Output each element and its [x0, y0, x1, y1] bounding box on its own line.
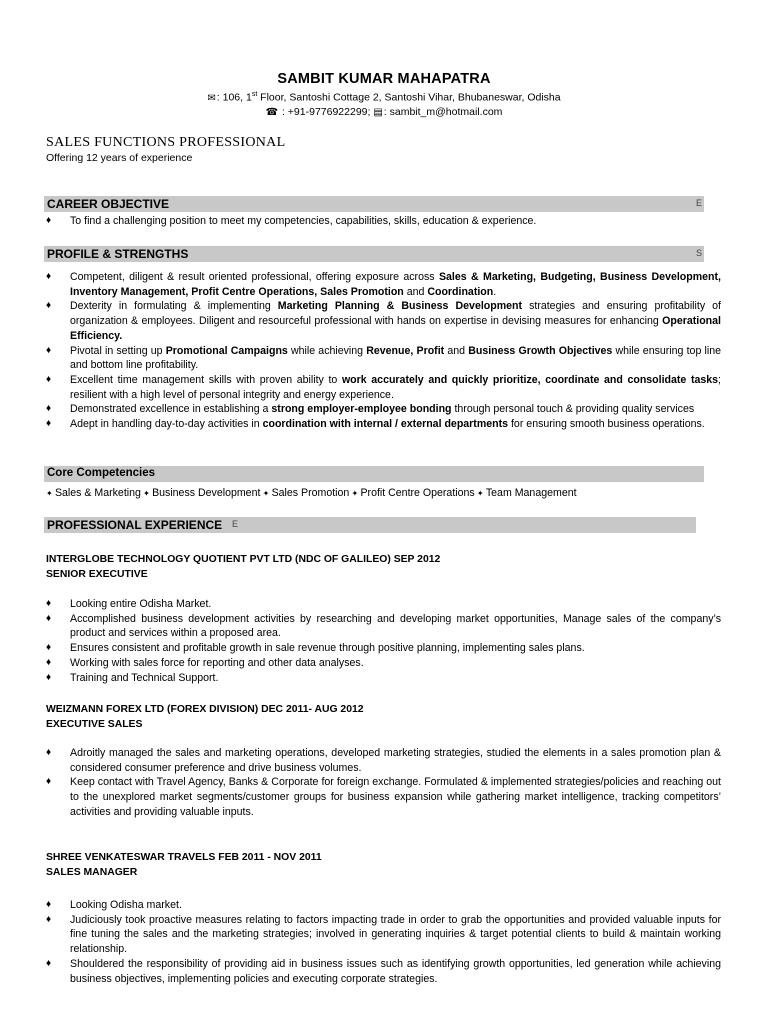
list-item — [46, 373, 721, 402]
diamond-bullet-icon: ♦ — [46, 215, 52, 226]
diamond-bullet-icon: ♦ — [46, 300, 52, 312]
heading-mark: S — [695, 248, 702, 258]
list-item-text: Competent, diligent & result oriented professional, offering exposure across — [70, 271, 439, 283]
candidate-name: SAMBIT KUMAR MAHAPATRA — [277, 71, 491, 87]
list-item — [46, 746, 721, 775]
list-item — [46, 671, 721, 686]
career-objective-heading-bar — [44, 196, 704, 212]
job-1-header — [46, 552, 440, 582]
list-item-text: Ensures consistent and profitable growth in sale revenue through positive planning, implementing sales plans. — [70, 642, 585, 655]
emphasis-text: Coordination — [427, 285, 494, 298]
emphasis-text: Revenue, Profit — [366, 344, 445, 357]
job-company: INTERGLOBE TECHNOLOGY QUOTIENT PVT LTD (NDC OF GALILEO) SEP 2012 — [46, 554, 441, 565]
diamond-bullet-icon: ♦ — [46, 747, 52, 758]
list-item — [46, 656, 721, 671]
emphasis-text: Business Growth Objectives — [468, 344, 613, 357]
list-item — [46, 299, 721, 343]
envelope-icon: ✉ — [207, 92, 216, 104]
list-item-text: Training and Technical Support. — [70, 671, 219, 684]
list-item-text: ; resilient with a high level of personal integrity and energy experience. — [70, 373, 721, 401]
heading-mark: E — [695, 198, 702, 208]
star-bullet-icon: ✦ — [349, 489, 361, 498]
list-item-text: Working with sales force for reporting and other data analyses. — [70, 656, 364, 669]
job-2-header — [46, 702, 364, 732]
address-rest: Floor, Santoshi Cottage 2, Santoshi Vihar, Bhubaneswar, Odisha — [257, 91, 561, 104]
list-item — [46, 214, 721, 229]
address-prefix: : 106, 1 — [216, 91, 252, 104]
list-item-text: Shouldered the responsibility of providing aid in business issues such as identifying growth opportunities, led generation while achieving business objectives, implementing policies and executing corporate strategies. — [70, 957, 721, 985]
list-item — [46, 270, 721, 299]
experience-summary: Offering 12 years of experience — [46, 152, 193, 164]
emphasis-text: Marketing Planning & Business Development — [277, 300, 523, 313]
headline-title: SALES FUNCTIONS PROFESSIONAL — [46, 135, 286, 150]
star-bullet-icon: ✦ — [260, 489, 272, 498]
competency-item: Team Management — [485, 487, 577, 499]
emphasis-text: work accurately and quickly prioritize, coordinate and consolidate tasks — [341, 373, 719, 386]
computer-icon: ▤ — [373, 107, 383, 118]
list-item-text: Adroitly managed the sales and marketing operations, developed marketing strategies, studied the elements in a sales promotion plan & considered consumer preference and drive business volumes. — [70, 747, 721, 774]
list-item — [46, 597, 721, 612]
profile-strengths-list — [46, 270, 721, 432]
diamond-bullet-icon: ♦ — [46, 899, 52, 910]
diamond-bullet-icon: ♦ — [46, 671, 52, 683]
diamond-bullet-icon: ♦ — [46, 344, 52, 356]
list-item-text: Excellent time management skills with proven ability to — [70, 373, 342, 386]
list-item — [46, 641, 721, 656]
address-line — [0, 91, 768, 104]
profile-heading: PROFILE & STRENGTHS — [47, 247, 189, 261]
list-item-text: through personal touch & providing quality services — [451, 403, 695, 416]
career-objective-list — [46, 214, 721, 229]
telephone-icon: ☎ — [265, 107, 279, 118]
list-item — [46, 344, 721, 373]
heading-mark: E — [232, 519, 239, 529]
job-title: SENIOR EXECUTIVE — [46, 569, 148, 580]
core-competencies-heading: Core Competencies — [47, 467, 156, 479]
emphasis-text: Sales & Marketing, Budgeting, Business Development, Inventory Management, Profit Centre Operations, Sales Promotion — [70, 271, 721, 298]
job-company: WEIZMANN FOREX LTD (FOREX DIVISION) DEC 2011- AUG 2012 — [46, 704, 364, 715]
list-item-text: for ensuring smooth business operations. — [508, 418, 705, 431]
job-1-duties — [46, 597, 721, 685]
list-item-text: strategies and ensuring profitability of organization & employees. Diligent and resourceful professional with hands on expertise in devising measures for enhancing — [70, 300, 722, 328]
job-company: SHREE VENKATESWAR TRAVELS FEB 2011 - NOV 2011 — [46, 852, 322, 863]
experience-heading-bar — [44, 517, 696, 533]
list-item — [46, 913, 721, 957]
competency-item: Business Development — [152, 487, 261, 499]
job-title: EXECUTIVE SALES — [46, 719, 143, 730]
diamond-bullet-icon: ♦ — [46, 642, 52, 654]
job-2-duties — [46, 746, 721, 820]
list-item-text: and — [403, 285, 428, 298]
list-item-text: Looking Odisha market. — [70, 899, 182, 911]
diamond-bullet-icon: ♦ — [46, 913, 52, 925]
diamond-bullet-icon: ♦ — [46, 656, 52, 668]
list-item-text: and — [444, 344, 469, 357]
star-bullet-icon: ✦ — [46, 489, 55, 498]
core-competencies-line — [46, 487, 577, 499]
job-3-header — [46, 850, 322, 880]
competency-item: Profit Centre Operations — [360, 487, 475, 499]
diamond-bullet-icon: ♦ — [46, 373, 52, 385]
job-3-duties — [46, 898, 721, 986]
diamond-bullet-icon: ♦ — [46, 776, 52, 788]
competency-item: Sales & Marketing — [54, 487, 141, 499]
diamond-bullet-icon: ♦ — [46, 598, 52, 609]
career-objective-heading: CAREER OBJECTIVE — [47, 197, 170, 211]
list-item — [46, 417, 721, 432]
emphasis-text: coordination with internal / external departments — [262, 418, 509, 431]
diamond-bullet-icon: ♦ — [46, 403, 52, 415]
core-competencies-heading-bar — [44, 466, 704, 482]
star-bullet-icon: ✦ — [474, 489, 486, 498]
list-item — [46, 612, 721, 641]
diamond-bullet-icon: ♦ — [46, 612, 52, 624]
list-item-text: Keep contact with Travel Agency, Banks & Corporate for foreign exchange. Formulated & implemented strategies/policies and reaching out to the unexplored market segments/customer groups for business expansion while gathering market intelligence, tracking competitors’ activities and providing valuable inputs. — [70, 776, 721, 818]
list-item — [46, 402, 721, 417]
phone-email-line — [0, 106, 768, 118]
list-item-text: . — [493, 285, 497, 298]
phone-number: : +91-9776922299; — [279, 106, 374, 118]
list-item-text: while ensuring top line and bottom line profitability. — [70, 344, 721, 372]
list-item — [46, 898, 721, 913]
list-item-text: Looking entire Odisha Market. — [70, 598, 212, 610]
list-item-text: Adept in handling day-to-day activities in — [70, 418, 263, 431]
list-item-text: Dexterity in formulating & implementing — [70, 300, 278, 313]
diamond-bullet-icon: ♦ — [46, 957, 52, 969]
list-item-text: Judiciously took proactive measures relating to factors impacting trade in order to grab the opportunities and provided valuable inputs for fine tuning the sales and the marketing strategies; involved in generating inquiries & target potential clients to build & maintain working relationship. — [70, 913, 721, 956]
competency-item: Sales Promotion — [271, 487, 350, 499]
list-item-text: To find a challenging position to meet my competencies, capabilities, skills, education & experience. — [70, 215, 537, 227]
job-title: SALES MANAGER — [46, 867, 138, 878]
profile-heading-bar — [44, 246, 704, 262]
list-item — [46, 957, 721, 986]
list-item — [46, 775, 721, 819]
diamond-bullet-icon: ♦ — [46, 271, 52, 282]
list-item-text: Pivotal in setting up — [70, 344, 166, 357]
diamond-bullet-icon: ♦ — [46, 418, 52, 430]
experience-heading: PROFESSIONAL EXPERIENCE — [47, 518, 223, 532]
star-bullet-icon: ✦ — [140, 489, 153, 498]
emphasis-text: Promotional Campaigns — [165, 344, 288, 357]
address-superscript: st — [251, 91, 258, 98]
list-item-text: while achieving — [287, 344, 367, 357]
emphasis-text: strong employer-employee bonding — [271, 403, 452, 416]
list-item-text: Accomplished business development activities by researching and developing market opportunities, Manage sales of the company’s product and services within a proposed area. — [70, 612, 721, 640]
list-item-text: Demonstrated excellence in establishing a — [70, 403, 272, 416]
emphasis-text: Operational Efficiency. — [70, 315, 721, 342]
email-address[interactable]: : sambit_m@hotmail.com — [383, 106, 503, 118]
